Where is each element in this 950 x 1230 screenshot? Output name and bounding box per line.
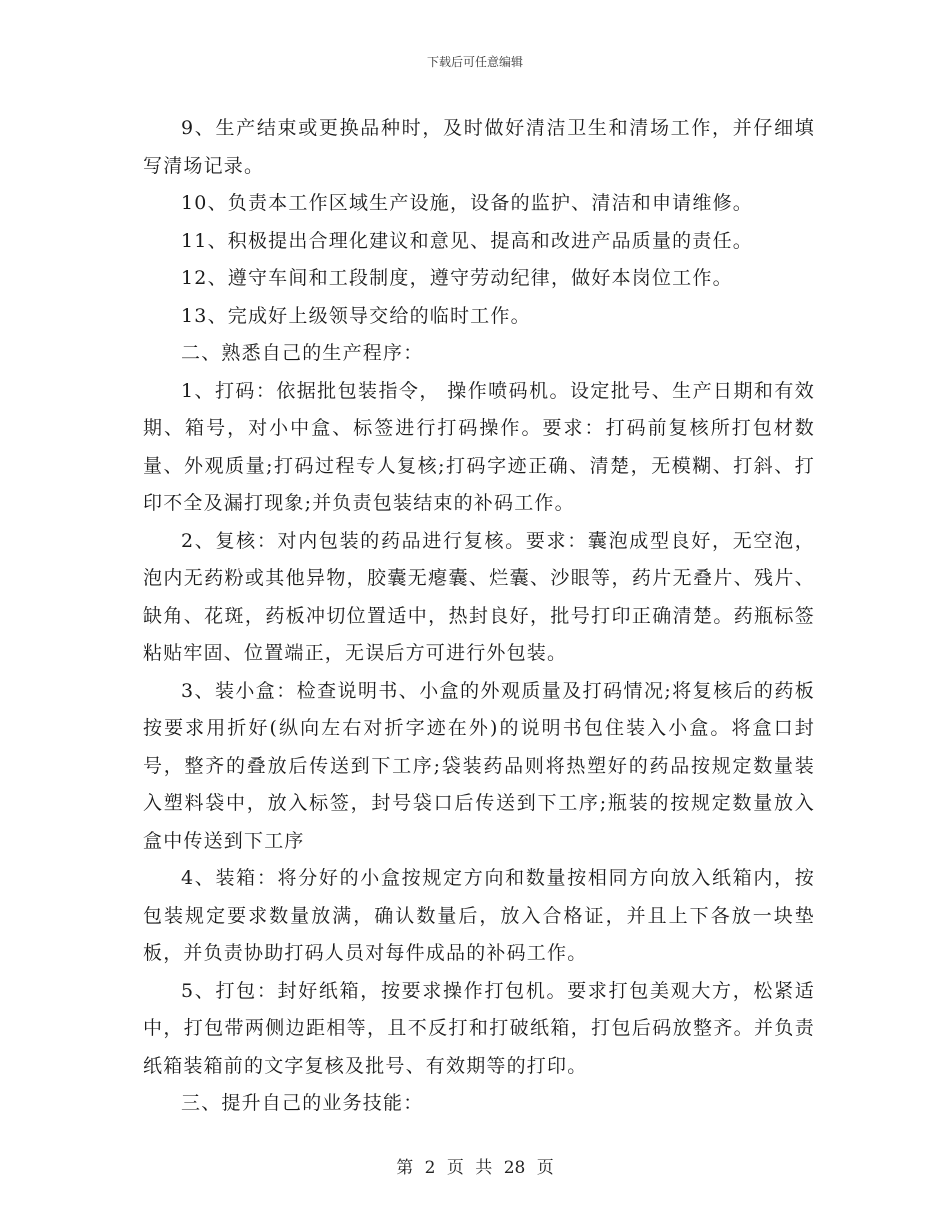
paragraph-small-box: 3、装小盒：检查说明书、小盒的外观质量及打码情况;将复核后的药板按要求用折好(纵向左右对折字迹在外)的说明书包住装入小盒。将盒口封号，整齐的叠放后传送到下工序;袋装药品则将热塑好的药品按规定数量装入塑料袋中，放入标签，封号袋口后传送到下工序;瓶装的按规定数量放入盒中传送到下工序 <box>143 679 815 852</box>
paragraph-item-9: 9、生产结束或更换品种时，及时做好清洁卫生和清场工作，并仔细填写清场记录。 <box>143 117 815 177</box>
paragraph-item-12: 12、遵守车间和工段制度，遵守劳动纪律，做好本岗位工作。 <box>181 267 733 289</box>
paragraph-item-13: 13、完成好上级领导交给的临时工作。 <box>181 304 531 327</box>
paragraph-coding: 1、打码：依据批包装指令， 操作喷码机。设定批号、生产日期和有效期、箱号，对小中盒、标签进行打码操作。要求：打码前复核所打包材数量、外观质量;打码过程专人复核;打码字迹正确、清楚，无模糊、打斜、打印不全及漏打现象;并负责包装结束的补码工作。 <box>143 379 815 514</box>
document-body <box>143 110 815 1123</box>
paragraph-review: 2、复核：对内包装的药品进行复核。要求：囊泡成型良好，无空泡，泡内无药粉或其他异物，胶囊无瘪囊、烂囊、沙眼等，药片无叠片、残片、缺角、花斑，药板冲切位置适中，热封良好，批号打印正确清楚。药瓶标签粘贴牢固、位置端正，无误后方可进行外包装。 <box>143 529 815 664</box>
paragraph-boxing: 4、装箱：将分好的小盒按规定方向和数量按相同方向放入纸箱内，按包装规定要求数量放满，确认数量后，放入合格证，并且上下各放一块垫板，并负责协助打码人员对每件成品的补码工作。 <box>143 867 815 964</box>
paragraph-item-11: 11、积极提出合理化建议和意见、提高和改进产品质量的责任。 <box>181 229 753 252</box>
page-header: 下载后可任意编辑 <box>426 55 523 69</box>
section-heading-3: 三、提升自己的业务技能： <box>181 1092 424 1114</box>
paragraph-item-10: 10、负责本工作区域生产设施，设备的监护、清洁和申请维修。 <box>181 192 753 214</box>
paragraph-packing: 5、打包：封好纸箱，按要求操作打包机。要求打包美观大方，松紧适中，打包带两侧边距相等，且不反打和打破纸箱，打包后码放整齐。并负责纸箱装箱前的文字复核及批号、有效期等的打印。 <box>143 979 815 1077</box>
page-number: 第 2 页 共 28 页 <box>396 1158 554 1178</box>
section-heading-2: 二、熟悉自己的生产程序： <box>181 342 424 364</box>
